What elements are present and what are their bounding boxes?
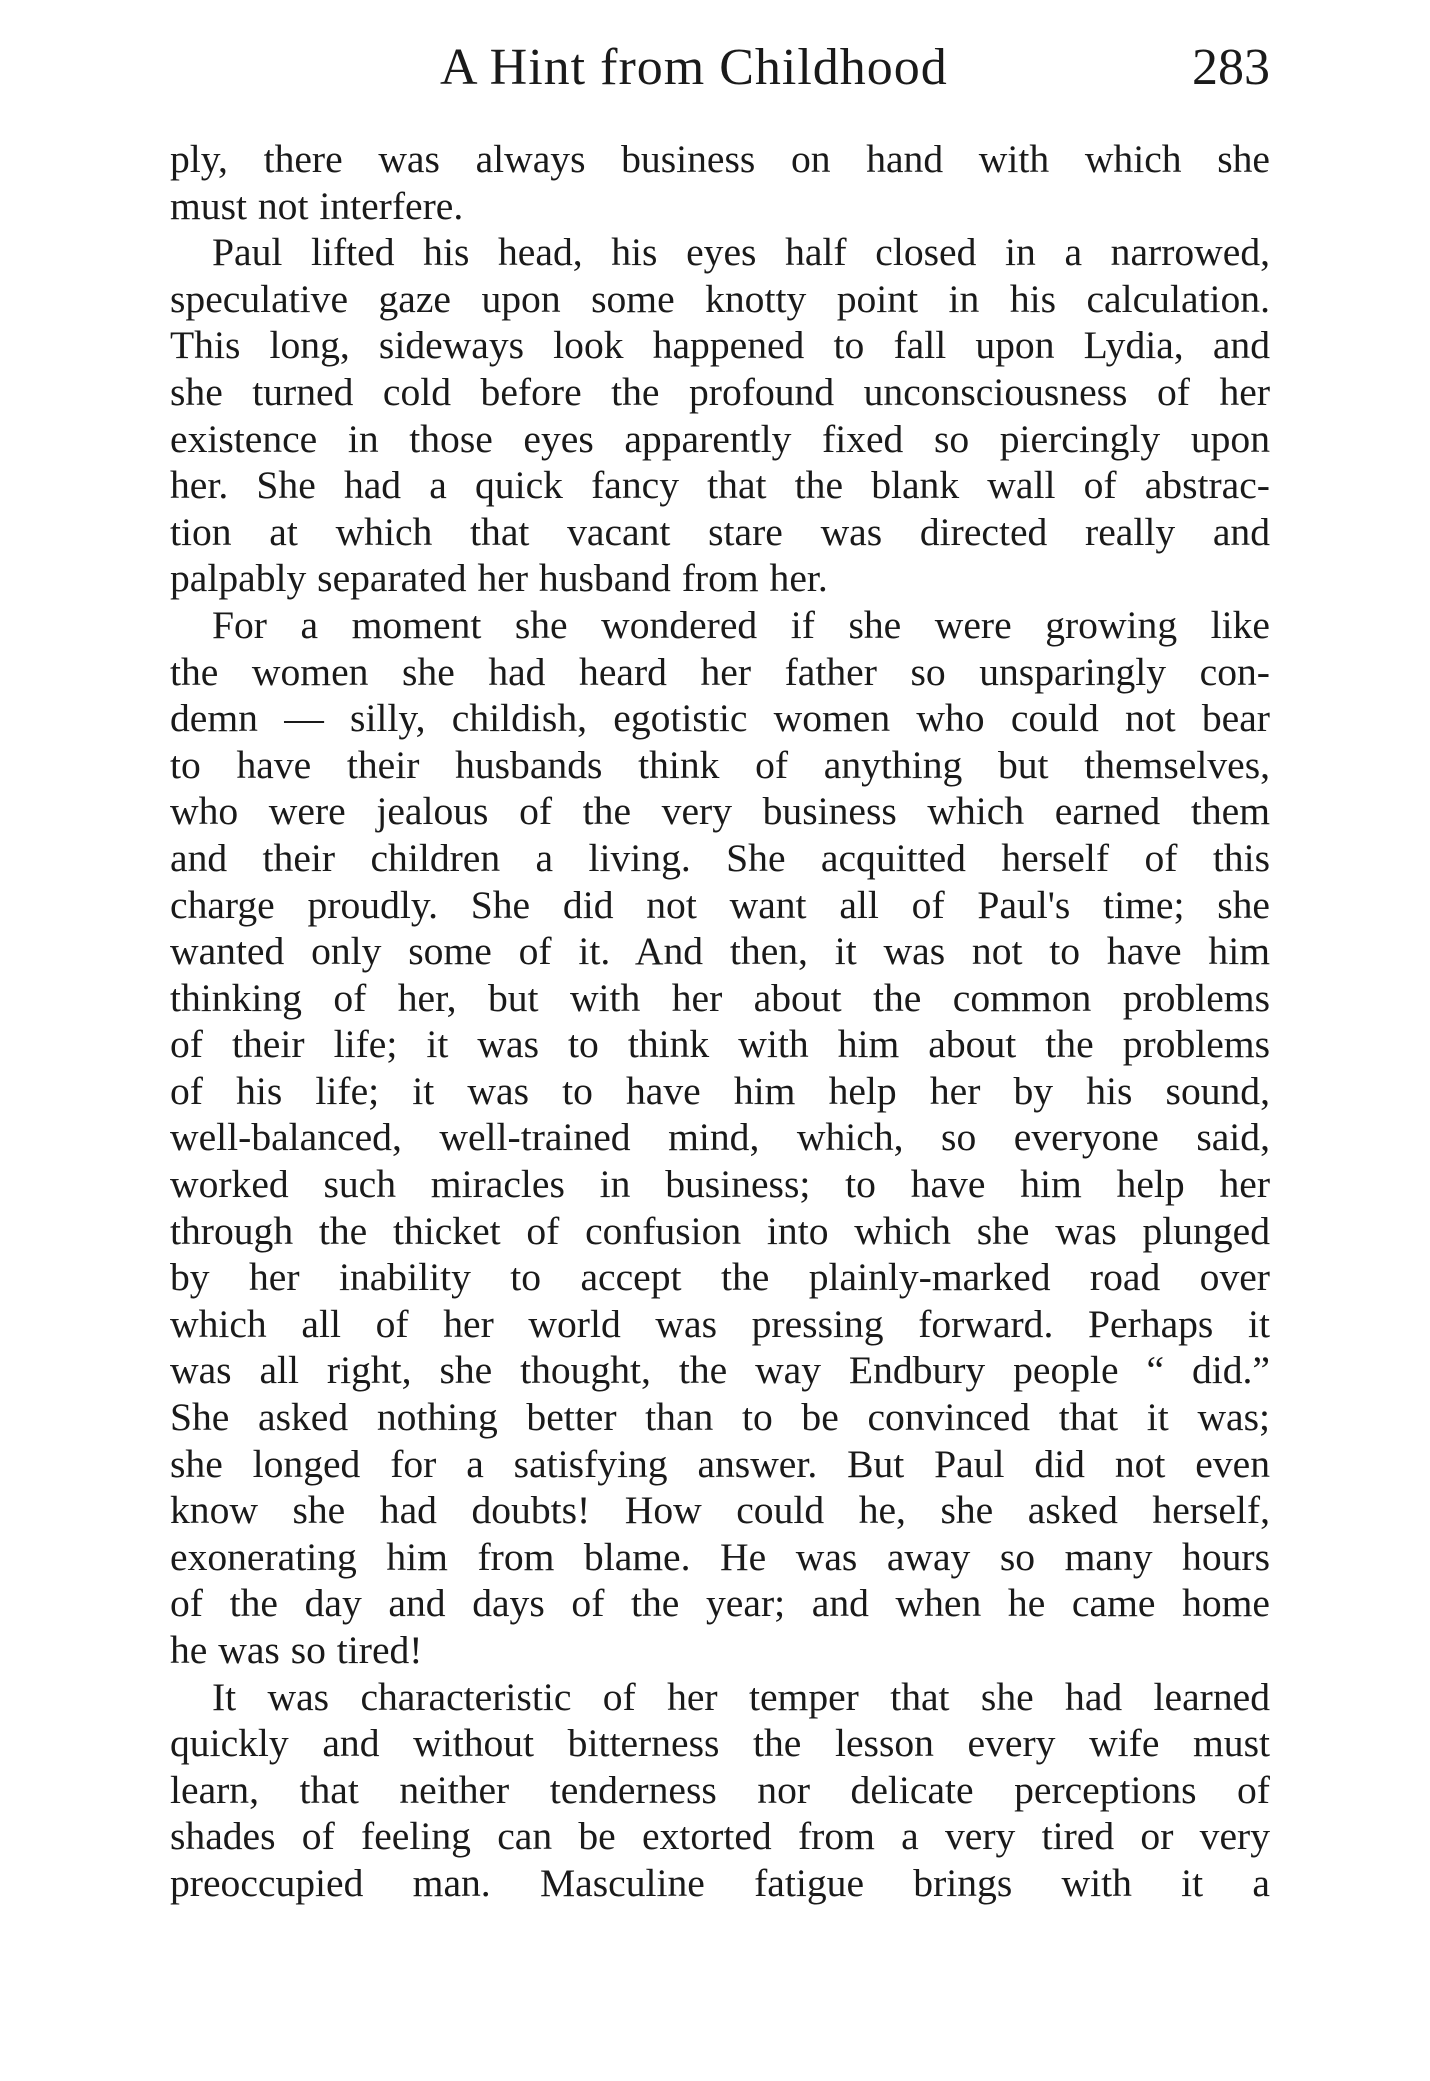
- text-line: she longed for a satisfying answer. But Paul did not even: [170, 1441, 1270, 1486]
- text-line: she turned cold before the profound unconsciousness of her: [170, 369, 1270, 414]
- text-line: know she had doubts! How could he, she asked herself,: [170, 1488, 1270, 1533]
- text-line: through the thicket of confusion into which she was plunged: [170, 1208, 1270, 1253]
- page-number: 283: [1192, 39, 1270, 96]
- text-line: well-balanced, well-trained mind, which, so everyone said,: [170, 1115, 1270, 1160]
- text-line: She asked nothing better than to be convinced that it was;: [170, 1395, 1270, 1440]
- text-line: who were jealous of the very business which earned them: [170, 789, 1270, 834]
- text-line: her. She had a quick fancy that the blank wall of abstrac-: [170, 463, 1270, 508]
- text-line: by her inability to accept the plainly-marked road over: [170, 1255, 1270, 1300]
- running-title: A Hint from Childhood: [440, 39, 948, 96]
- text-line: existence in those eyes apparently fixed so piercingly upon: [170, 416, 1270, 461]
- text-line: For a moment she wondered if she were growing like: [212, 602, 1270, 647]
- text-line: palpably separated her husband from her.: [170, 556, 828, 601]
- text-line: which all of her world was pressing forward. Perhaps it: [170, 1301, 1270, 1346]
- text-line: exonerating him from blame. He was away so many hours: [170, 1534, 1270, 1579]
- text-line: and their children a living. She acquitted herself of this: [170, 835, 1270, 880]
- running-head: [170, 38, 1270, 108]
- text-line: he was so tired!: [170, 1628, 423, 1672]
- text-line: of their life; it was to think with him about the problems: [170, 1022, 1270, 1067]
- text-line: learn, that neither tenderness nor delicate perceptions of: [170, 1767, 1270, 1812]
- body-text: [170, 136, 1270, 1907]
- paragraph-3: [170, 602, 1270, 1674]
- text-line: charge proudly. She did not want all of Paul's time; she: [170, 882, 1270, 927]
- text-line: wanted only some of it. And then, it was not to have him: [170, 929, 1270, 974]
- text-line: preoccupied man. Masculine fatigue brings with it a: [170, 1860, 1270, 1905]
- text-line: of his life; it was to have him help her by his sound,: [170, 1068, 1270, 1113]
- text-line: speculative gaze upon some knotty point in his calculation.: [170, 276, 1270, 321]
- text-line: worked such miracles in business; to have him help her: [170, 1162, 1270, 1207]
- paragraph-2: [170, 229, 1270, 602]
- text-line: tion at which that vacant stare was directed really and: [170, 509, 1270, 554]
- text-line: This long, sideways look happened to fall upon Lydia, and: [170, 323, 1270, 368]
- text-line: Paul lifted his head, his eyes half closed in a narrowed,: [212, 230, 1270, 275]
- paragraph-4: [170, 1674, 1270, 1907]
- text-line: It was characteristic of her temper that she had learned: [212, 1674, 1270, 1719]
- text-line: must not interfere.: [170, 183, 464, 228]
- text-line: thinking of her, but with her about the common problems: [170, 975, 1270, 1020]
- text-line: shades of feeling can be extorted from a very tired or very: [170, 1814, 1270, 1859]
- text-line: ply, there was always business on hand with which she: [170, 137, 1270, 181]
- text-line: the women she had heard her father so unsparingly con-: [170, 649, 1270, 694]
- text-line: of the day and days of the year; and when he came home: [170, 1581, 1270, 1626]
- text-line: demn — silly, childish, egotistic women who could not bear: [170, 696, 1270, 741]
- text-line: quickly and without bitterness the lesson every wife must: [170, 1721, 1270, 1766]
- text-line: to have their husbands think of anything but themselves,: [170, 742, 1270, 787]
- paragraph-1: [170, 136, 1270, 229]
- text-line: was all right, she thought, the way Endbury people “ did.”: [170, 1348, 1270, 1393]
